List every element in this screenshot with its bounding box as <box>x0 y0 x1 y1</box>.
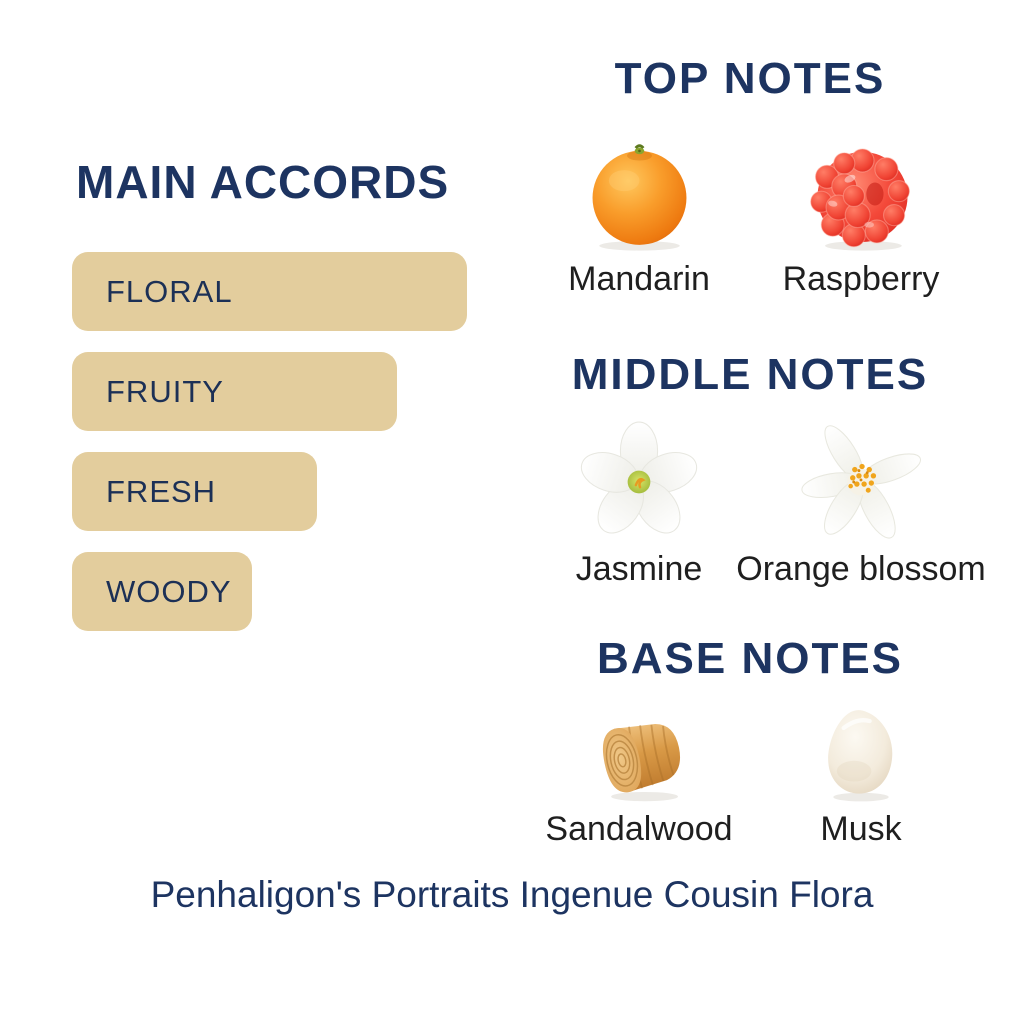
middle-notes-row <box>520 420 986 589</box>
middle-notes-title: MIDDLE NOTES <box>571 350 929 399</box>
note-item-jasmine <box>528 420 750 589</box>
top-notes-title: TOP NOTES <box>614 54 886 103</box>
orange-blossom-icon <box>799 420 923 544</box>
musk-icon <box>809 702 913 804</box>
accord-bar-label: FRUITY <box>106 373 224 409</box>
accord-bar-fruity <box>72 352 397 431</box>
main-accords-bar-chart <box>72 252 467 652</box>
sandalwood-icon <box>583 702 695 804</box>
raspberry-icon <box>804 136 919 254</box>
main-accords-title: MAIN ACCORDS <box>76 156 450 208</box>
note-item-raspberry <box>750 136 972 299</box>
accord-bar-label: WOODY <box>106 573 232 609</box>
note-name: Jasmine <box>575 550 703 588</box>
note-item-mandarin <box>528 136 750 299</box>
note-name: Sandalwood <box>545 810 733 848</box>
jasmine-icon <box>577 420 701 544</box>
product-caption: Penhaligon's Portraits Ingenue Cousin Flora <box>150 874 874 915</box>
note-name: Musk <box>820 810 902 848</box>
note-name: Mandarin <box>568 260 710 298</box>
notes-column <box>520 0 986 1024</box>
accord-bar-label: FLORAL <box>106 273 233 309</box>
note-item-orange-blossom <box>736 420 986 589</box>
note-name: Orange blossom <box>736 550 986 588</box>
note-item-musk <box>750 702 972 849</box>
accord-bar-label: FRESH <box>106 473 217 509</box>
base-notes-row <box>520 702 980 849</box>
mandarin-icon <box>582 136 697 254</box>
top-notes-row <box>520 136 980 299</box>
note-item-sandalwood <box>528 702 750 849</box>
base-notes-title: BASE NOTES <box>596 634 904 683</box>
accord-bar-floral <box>72 252 467 331</box>
note-name: Raspberry <box>782 260 940 298</box>
accord-bar-fresh <box>72 452 317 531</box>
accord-bar-woody <box>72 552 252 631</box>
